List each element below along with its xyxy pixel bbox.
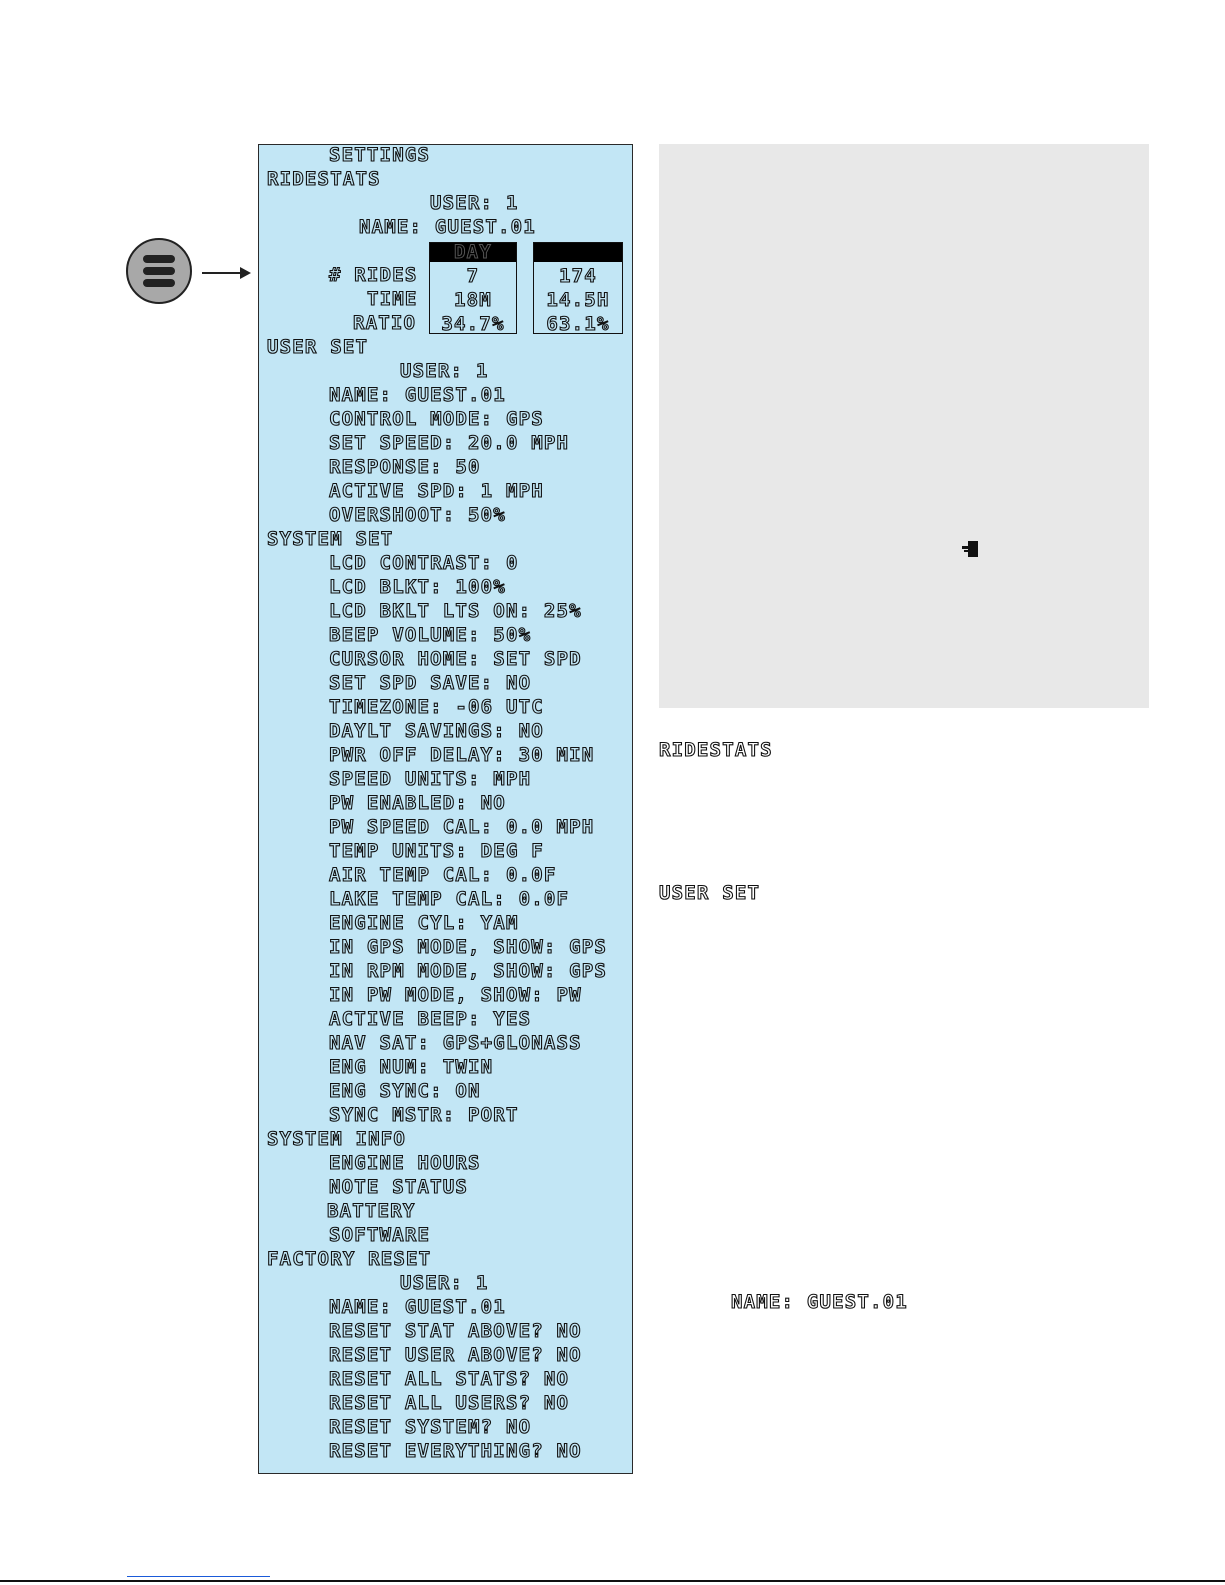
system-set-item[interactable]: IN RPM MODE, SHOW: GPS xyxy=(329,960,608,982)
system-info-item[interactable]: SOFTWARE xyxy=(329,1224,431,1246)
total-rides-value: 174 xyxy=(559,265,597,287)
stat-label-ratio: RATIO xyxy=(353,312,417,334)
system-set-item[interactable]: PWR OFF DELAY: 30 MIN xyxy=(329,744,595,766)
system-set-item[interactable]: PW ENABLED: NO xyxy=(329,792,506,814)
system-set-item[interactable]: NAV SAT: GPS+GLONASS xyxy=(329,1032,582,1054)
user-set-item[interactable]: CONTROL MODE: GPS xyxy=(329,408,544,430)
system-info-item[interactable]: BATTERY xyxy=(327,1200,416,1222)
system-set-item[interactable]: ACTIVE BEEP: YES xyxy=(329,1008,532,1030)
arrow-head-icon xyxy=(240,267,251,279)
day-header-label: DAY xyxy=(454,241,492,263)
factory-reset-item[interactable]: RESET SYSTEM? NO xyxy=(329,1416,532,1438)
menu-bar xyxy=(143,267,175,275)
stat-label-time: TIME xyxy=(367,288,418,310)
image-placeholder-panel xyxy=(659,144,1149,708)
system-set-heading[interactable]: SYSTEM SET xyxy=(267,528,394,550)
system-set-item[interactable]: IN PW MODE, SHOW: PW xyxy=(329,984,582,1006)
plug-icon xyxy=(960,539,980,559)
system-set-item[interactable]: ENG SYNC: ON xyxy=(329,1080,481,1102)
ridestats-heading[interactable]: RIDESTATS xyxy=(267,168,381,190)
system-set-item[interactable]: LAKE TEMP CAL: 0.0F xyxy=(329,888,570,910)
factory-reset-item[interactable]: NAME: GUEST.01 xyxy=(329,1296,506,1318)
system-set-item[interactable]: TEMP UNITS: DEG F xyxy=(329,840,544,862)
user-set-item[interactable]: RESPONSE: 50 xyxy=(329,456,481,478)
lcd-settings-screen xyxy=(258,144,633,1474)
menu-bar xyxy=(143,255,175,263)
footer-divider xyxy=(0,1580,1225,1582)
system-info-item[interactable]: ENGINE HOURS xyxy=(329,1152,481,1174)
user-set-section-label: USER SET xyxy=(659,882,761,904)
user-set-item[interactable]: ACTIVE SPD: 1 MPH xyxy=(329,480,544,502)
system-set-item[interactable]: PW SPEED CAL: 0.0 MPH xyxy=(329,816,595,838)
system-set-item[interactable]: LCD BKLT LTS ON: 25% xyxy=(329,600,582,622)
stat-label-rides: # RIDES xyxy=(329,264,418,286)
total-ratio-value: 63.1% xyxy=(546,313,610,335)
system-set-item[interactable]: AIR TEMP CAL: 0.0F xyxy=(329,864,557,886)
ridestats-section-label: RIDESTATS xyxy=(659,739,773,761)
menu-bar xyxy=(143,279,175,287)
system-set-item[interactable]: ENG NUM: TWIN xyxy=(329,1056,494,1078)
factory-reset-item[interactable]: RESET ALL STATS? NO xyxy=(329,1368,570,1390)
day-time-value: 18M xyxy=(454,289,492,311)
day-header xyxy=(430,243,516,262)
system-set-item[interactable]: TIMEZONE: -06 UTC xyxy=(329,696,544,718)
factory-reset-item[interactable]: RESET ALL USERS? NO xyxy=(329,1392,570,1414)
system-set-item[interactable]: DAYLT SAVINGS: NO xyxy=(329,720,544,742)
system-set-item[interactable]: SET SPD SAVE: NO xyxy=(329,672,532,694)
day-ratio-value: 34.7% xyxy=(441,313,505,335)
arrow-right-icon xyxy=(202,272,242,274)
ridestats-name[interactable]: NAME: GUEST.01 xyxy=(359,216,536,238)
total-header xyxy=(534,243,622,262)
name-label: NAME: GUEST.01 xyxy=(731,1291,908,1313)
system-set-item[interactable]: SYNC MSTR: PORT xyxy=(329,1104,519,1126)
system-set-item[interactable]: LCD BLKT: 100% xyxy=(329,576,506,598)
user-set-heading[interactable]: USER SET xyxy=(267,336,369,358)
factory-reset-item[interactable]: RESET STAT ABOVE? NO xyxy=(329,1320,582,1342)
total-time-value: 14.5H xyxy=(546,289,610,311)
total-stats-box xyxy=(533,242,623,334)
system-set-item[interactable]: CURSOR HOME: SET SPD xyxy=(329,648,582,670)
user-set-item[interactable]: SET SPEED: 20.0 MPH xyxy=(329,432,570,454)
footer-link-underline xyxy=(127,1576,270,1577)
system-set-item[interactable]: LCD CONTRAST: 0 xyxy=(329,552,519,574)
factory-reset-item[interactable]: RESET EVERYTHING? NO xyxy=(329,1440,582,1462)
factory-reset-item[interactable]: RESET USER ABOVE? NO xyxy=(329,1344,582,1366)
system-set-item[interactable]: BEEP VOLUME: 50% xyxy=(329,624,532,646)
user-set-user[interactable]: USER: 1 xyxy=(400,360,489,382)
system-set-item[interactable]: ENGINE CYL: YAM xyxy=(329,912,519,934)
day-rides-value: 7 xyxy=(466,265,480,287)
system-set-item[interactable]: IN GPS MODE, SHOW: GPS xyxy=(329,936,608,958)
day-stats-box xyxy=(429,242,517,334)
system-set-item[interactable]: SPEED UNITS: MPH xyxy=(329,768,532,790)
settings-title: SETTINGS xyxy=(329,144,431,166)
factory-reset-heading[interactable]: FACTORY RESET xyxy=(267,1248,432,1270)
user-set-item[interactable]: OVERSHOOT: 50% xyxy=(329,504,506,526)
user-set-item[interactable]: NAME: GUEST.01 xyxy=(329,384,506,406)
system-info-item[interactable]: NOTE STATUS xyxy=(329,1176,469,1198)
ridestats-user[interactable]: USER: 1 xyxy=(430,192,519,214)
factory-reset-user[interactable]: USER: 1 xyxy=(400,1272,489,1294)
system-info-heading[interactable]: SYSTEM INFO xyxy=(267,1128,407,1150)
menu-icon[interactable] xyxy=(126,238,192,304)
